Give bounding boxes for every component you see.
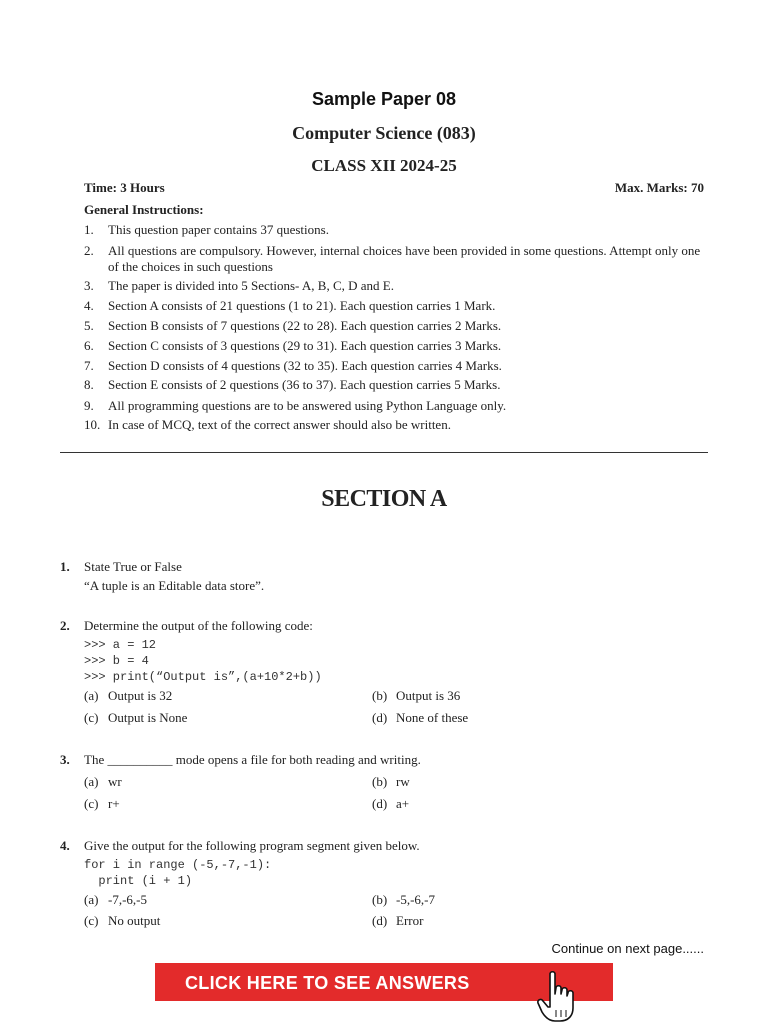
question-number: 1. [60, 559, 70, 574]
question-text: Give the output for the following program segment given below. [84, 838, 420, 853]
question-number: 4. [60, 838, 70, 853]
code-line: >>> a = 12 [84, 638, 157, 652]
option-d: (d) Error [372, 913, 424, 928]
question-number: 2. [60, 618, 70, 633]
option-a: (a) wr [84, 774, 122, 789]
question-subtext: “A tuple is an Editable data store”. [84, 578, 265, 593]
option-a: (a) -7,-6,-5 [84, 892, 147, 907]
code-line: >>> b = 4 [84, 654, 149, 668]
option-b: (b) -5,-6,-7 [372, 892, 435, 907]
section-title: SECTION A [321, 486, 447, 512]
subject-title: Computer Science (083) [292, 123, 476, 143]
question-text: The __________ mode opens a file for both reading and writing. [84, 752, 421, 767]
continue-note: Continue on next page...... [551, 941, 704, 956]
option-a: (a) Output is 32 [84, 688, 173, 703]
option-c: (c) No output [84, 913, 161, 928]
option-c: (c) Output is None [84, 710, 188, 725]
question-text: Determine the output of the following code: [84, 618, 313, 633]
time-label: Time: 3 Hours [84, 180, 165, 195]
divider [60, 452, 708, 453]
option-d: (d) None of these [372, 710, 469, 725]
see-answers-label: CLICK HERE TO SEE ANSWERS [185, 973, 470, 993]
option-c: (c) r+ [84, 796, 120, 811]
option-b: (b) rw [372, 774, 410, 789]
question-number: 3. [60, 752, 70, 767]
general-instructions-label: General Instructions: [84, 202, 204, 217]
sample-paper-title: Sample Paper 08 [311, 89, 457, 109]
class-title: CLASS XII 2024-25 [311, 156, 457, 175]
option-d: (d) a+ [372, 796, 410, 811]
hand-pointer-icon [536, 970, 580, 1024]
option-b: (b) Output is 36 [372, 688, 461, 703]
code-line: print (i + 1) [84, 874, 193, 888]
question-text: State True or False [84, 559, 182, 574]
code-line: >>> print(“Output is”,(a+10*2+b)) [84, 670, 322, 684]
max-marks-label: Max. Marks: 70 [614, 180, 704, 195]
code-line: for i in range (-5,-7,-1): [84, 858, 272, 872]
